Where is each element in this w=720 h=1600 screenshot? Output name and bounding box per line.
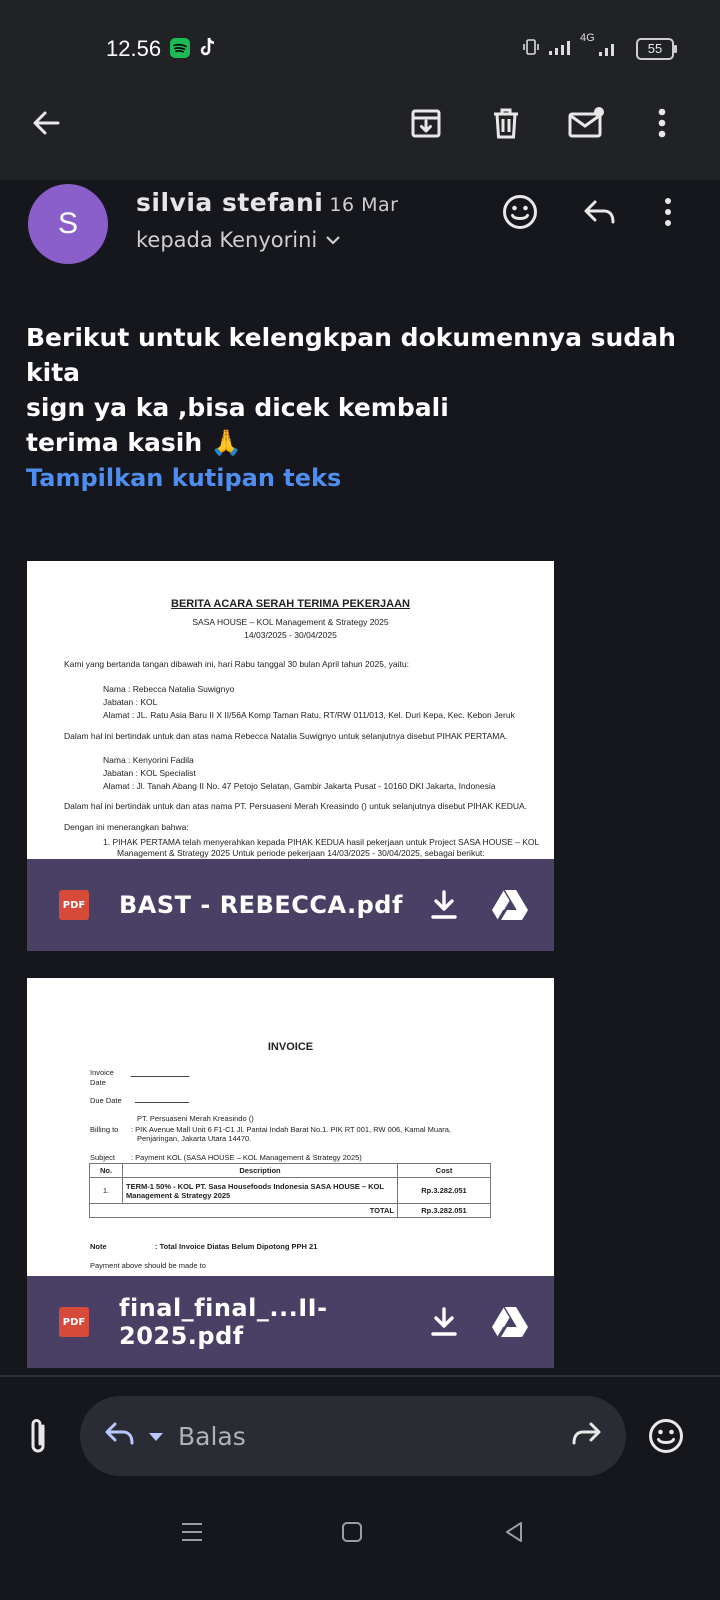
spotify-icon [170,38,190,58]
doc-p1-nama: Nama : Rebecca Natalia Suwignyo [103,684,235,694]
doc-period: 14/03/2025 - 30/04/2025 [244,630,337,640]
doc-p1-alamat: Alamat : JL. Ratu Asia Baru II X II/56A Komp Taman Ratu, RT/RW 011/013, Kel. Duri Kepa, Kec. Kebon Jeruk [103,710,515,720]
doc-menerangkan: Dengan ini menerangkan bahwa: [64,822,189,832]
top-toolbar [0,92,720,180]
archive-icon[interactable] [404,101,448,145]
pdf-icon: PDF [59,890,89,920]
invoice-date-line [131,1076,189,1077]
attachment-preview[interactable] [27,978,554,1276]
mark-unread-icon[interactable] [564,101,608,145]
caret-down-icon[interactable] [148,1427,164,1446]
attachment-filename[interactable]: final_final_...II-2025.pdf [119,1294,328,1350]
more-vert-icon[interactable] [640,101,684,145]
sender-line [136,188,398,217]
doc-p1-note: Dalam hal ini bertindak untuk dan atas nama Rebecca Natalia Suwignyo untuk selanjutnya disebut PIHAK PERTAMA. [64,731,508,741]
payment-text: Payment above should be made to [90,1261,206,1270]
note-label: Note [90,1242,107,1251]
billing-address-1: : PIK Avenue Mall Unit 6 F1-C1 Jl. Pantai Indah Barat No.1. PIK RT 001, RW 006, Kamal Muara, [131,1125,452,1134]
signal-icon [548,40,574,60]
attachment-bar [27,859,554,951]
doc-intro: Kami yang bertanda tangan dibawah ini, hari Rabu tanggal 30 bulan April tahun 2025, yaitu: [64,659,409,669]
recent-apps-icon[interactable] [170,1510,214,1554]
doc-p2-nama: Nama : Kenyorini Fadila [103,755,194,765]
attachment-filename[interactable]: BAST - REBECCA.pdf [119,891,403,919]
table-cell-cost: Rp.3.282.051 [398,1178,491,1204]
attachment-preview[interactable] [27,561,554,859]
due-date-label: Due Date [90,1096,122,1105]
reply-mode-icon[interactable] [104,1421,136,1451]
table-header-no: No. [90,1164,123,1178]
table-total-cost: Rp.3.282.051 [398,1204,491,1218]
save-to-drive-icon[interactable] [488,1300,532,1344]
invoice-date-label: Invoice Date [90,1068,114,1087]
sender-name: silvia stefani [136,188,324,217]
chevron-down-icon [325,234,341,246]
billing-label: Billing to [90,1125,119,1134]
doc-title: BERITA ACARA SERAH TERIMA PEKERJAAN [171,598,410,610]
battery-indicator: 55 [636,38,674,60]
status-time: 12.56 [106,36,162,61]
billing-address-2: Penjaringan, Jakarta Utara 14470. [137,1134,252,1143]
invoice-table [89,1163,491,1218]
recipient-label: kepada Kenyorini [136,228,318,252]
table-total-label: TOTAL [90,1204,398,1218]
message-body: Berikut untuk kelengkpan dokumennya sudah kita sign ya ka ,bisa dicek kembali terima kasih 🙏 [26,323,676,457]
emoji-react-icon[interactable] [498,190,542,234]
recipient-toggle[interactable] [136,228,341,252]
doc-subtitle: SASA HOUSE – KOL Management & Strategy 2025 [192,617,389,627]
doc-p2-note: Dalam hal ini bertindak untuk dan atas nama PT. Persuaseni Merah Kreasindo () untuk selanjutnya disebut PIHAK KEDUA. [64,801,528,811]
subject-value: : Payment KOL (SASA HOUSE – KOL Management & Strategy 2025) [131,1153,362,1162]
back-arrow-icon[interactable] [24,101,68,145]
subject-label: Subject [90,1153,116,1162]
reply-placeholder[interactable]: Balas [178,1421,246,1451]
table-cell-description: TERM-1 50% - KOL PT. Sasa Housefoods Indonesia SASA HOUSE – KOL Management & Strategy 2025 [123,1178,398,1204]
doc-item1-a: 1. PIHAK PERTAMA telah menyerahkan kepada PIHAK KEDUA hasil pekerjaan untuk Project SASA HOUSE – KOL [103,837,540,847]
download-icon[interactable] [422,883,466,927]
due-date-line [135,1102,189,1103]
signal-4g-icon [598,42,616,61]
note-text: : Total Invoice Diatas Belum Dipotong PPH 21 [155,1242,318,1251]
message-date: 16 Mar [329,194,399,216]
attachment-card[interactable] [27,561,554,951]
nav-back-icon[interactable] [492,1510,536,1554]
show-quoted-text-link[interactable]: Tampilkan kutipan teks [26,464,342,492]
attachment-card[interactable] [27,978,554,1368]
home-icon[interactable] [330,1510,374,1554]
table-header-description: Description [123,1164,398,1178]
reply-compose-bar[interactable] [80,1396,626,1476]
vibrate-icon [522,38,540,60]
doc-item1-b: Management & Strategy 2025 Untuk periode pekerjaan 14/03/2025 - 30/04/2025, sebagai berikut: [117,848,485,858]
delete-icon[interactable] [484,101,528,145]
forward-icon[interactable] [570,1421,602,1451]
doc-p2-jabatan: Jabatan : KOL Specialist [103,768,196,778]
network-type: 4G [580,32,595,44]
tiktok-icon [198,36,218,62]
billing-name: PT. Persuaseni Merah Kreasindo () [137,1114,254,1123]
message-more-icon[interactable] [646,190,690,234]
pdf-icon: PDF [59,1307,89,1337]
reply-icon[interactable] [578,190,622,234]
avatar[interactable]: S [28,184,108,264]
doc-p2-alamat: Alamat : Jl. Tanah Abang II No. 47 Petojo Selatan, Gambir Jakarta Pusat - 10160 DKI Jakarta, Indonesia [103,781,496,791]
download-icon[interactable] [422,1300,466,1344]
invoice-title: INVOICE [267,1041,314,1053]
divider [0,1375,720,1377]
table-cell-no: 1. [90,1178,123,1204]
emoji-icon[interactable] [644,1414,688,1458]
doc-p1-jabatan: Jabatan : KOL [103,697,158,707]
save-to-drive-icon[interactable] [488,883,532,927]
attachment-bar [27,1276,554,1368]
table-header-cost: Cost [398,1164,491,1178]
attach-icon[interactable] [16,1414,60,1458]
